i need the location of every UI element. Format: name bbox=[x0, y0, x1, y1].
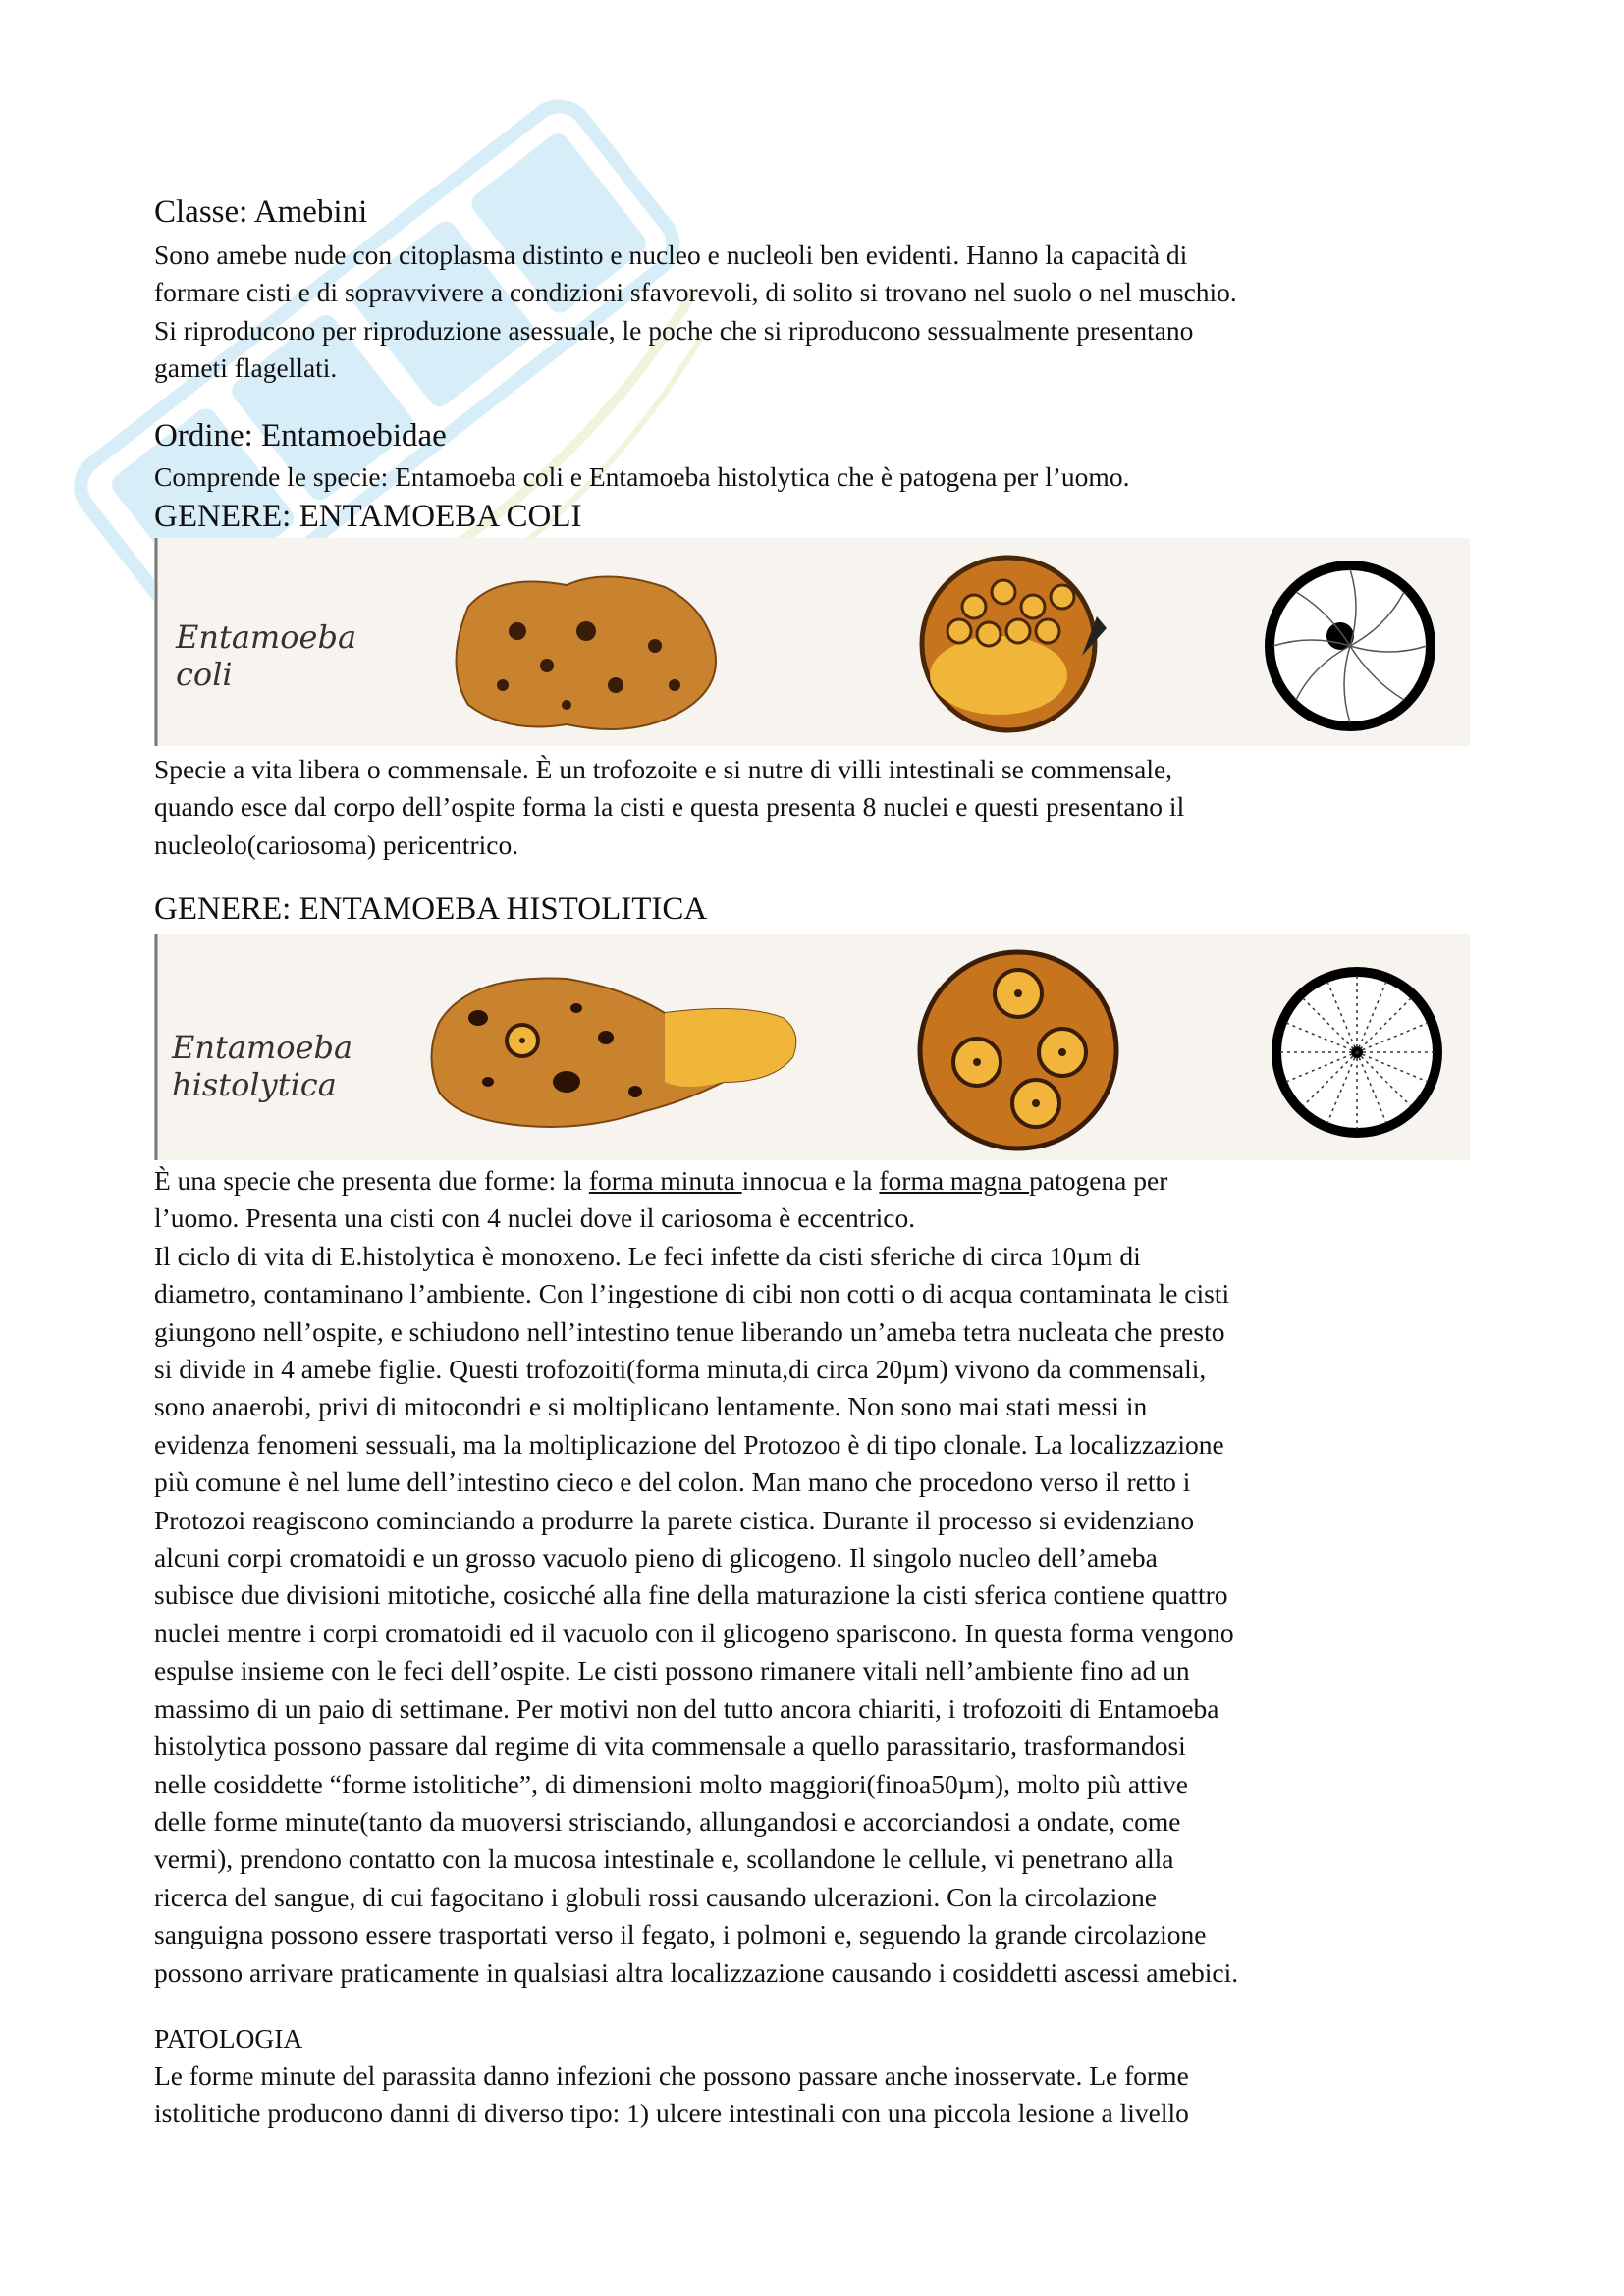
text-line: subisce due divisioni mitotiche, cosicché alla fine della maturazione la cisti sferica contiene quattro bbox=[154, 1579, 1228, 1611]
text-line: Si riproducono per riproduzione asessuale, le poche che si riproducono sessualmente presentano bbox=[154, 314, 1194, 346]
text-line: Il ciclo di vita di E.histolytica è monoxeno. Le feci infette da cisti sferiche di circa 10µm di bbox=[154, 1240, 1141, 1271]
text-line: Sono amebe nude con citoplasma distinto e nucleo e nucleoli ben evidenti. Hanno la capacità di bbox=[154, 240, 1188, 270]
ordine-heading: Ordine: Entamoebidae bbox=[154, 418, 447, 454]
patologia-paragraph bbox=[154, 2057, 1489, 2133]
forma-magna-link: forma magna bbox=[879, 1165, 1030, 1196]
text-line: diametro, contaminano l’ambiente. Con l’ingestione di cibi non cotti o di acqua contaminata le cisti bbox=[154, 1278, 1230, 1309]
text-line: l’uomo. Presenta una cisti con 4 nuclei dove il cariosoma è eccentrico. bbox=[154, 1202, 916, 1234]
text-line: nucleolo(cariosoma) pericentrico. bbox=[154, 828, 519, 860]
text-line: possono arrivare praticamente in qualsiasi altra localizzazione causando i cosiddetti ascessi amebici. bbox=[154, 1956, 1239, 1988]
ordine-paragraph bbox=[154, 458, 1489, 496]
text-line: alcuni corpi cromatoidi e un grosso vacuolo pieno di glicogeno. Il singolo nucleo dell’ameba bbox=[154, 1542, 1158, 1574]
coli-paragraph bbox=[154, 751, 1489, 864]
coli-caption-line1: Entamoeba bbox=[176, 618, 357, 656]
text-line: si divide in 4 amebe figlie. Questi trofozoiti(forma minuta,di circa 20µm) vivono da commensali, bbox=[154, 1354, 1207, 1385]
text-line: vermi), prendono contatto con la mucosa intestinale e, scollandone le cellule, vi penetrano alla bbox=[154, 1843, 1174, 1875]
text-line: più comune è nel lume dell’intestino cieco e del colon. Man mano che procedono verso il retto i bbox=[154, 1467, 1191, 1498]
histolytica-heading: GENERE: ENTAMOEBA HISTOLITICA bbox=[154, 891, 708, 927]
text-line: espulse insieme con le feci dell’ospite. Le cisti possono rimanere vitali nell’ambiente fino ad un bbox=[154, 1655, 1190, 1686]
text-line: quando esce dal corpo dell’ospite forma la cisti e questa presenta 8 nuclei e questi presentano il bbox=[154, 791, 1185, 823]
classe-heading: Classe: Amebini bbox=[154, 194, 368, 230]
entamoeba-coli-figure bbox=[154, 538, 1470, 746]
histolytica-caption-line2: histolytica bbox=[172, 1066, 337, 1103]
text-line: histolytica possono passare dal regime di vita commensale a quello parassitario, trasformandosi bbox=[154, 1731, 1186, 1762]
text-line: sanguigna possono essere trasportati verso il fegato, i polmoni e, seguendo la grande circolazione bbox=[154, 1919, 1207, 1950]
text-line bbox=[154, 1162, 1489, 1200]
coli-heading: GENERE: ENTAMOEBA COLI bbox=[154, 499, 582, 534]
text-line: istolitiche producono danni di diverso tipo: 1) ulcere intestinali con una piccola lesione a livello bbox=[154, 2098, 1189, 2129]
patologia-heading bbox=[154, 2020, 1489, 2057]
text-line: nuclei mentre i corpi cromatoidi ed il vacuolo con il glicogeno spariscono. In questa forma vengono bbox=[154, 1617, 1234, 1648]
coli-caption-line2: coli bbox=[176, 656, 233, 693]
forma-minuta-link: forma minuta bbox=[588, 1165, 742, 1196]
text-line: gameti flagellati. bbox=[154, 352, 338, 384]
text-line: sono anaerobi, privi di mitocondri e si moltiplicano lentamente. Non sono mai stati messi in bbox=[154, 1391, 1148, 1422]
text-line: massimo di un paio di settimane. Per motivi non del tutto ancora chiariti, i trofozoiti di Entamoeba bbox=[154, 1692, 1219, 1724]
text-span: È una specie che presenta due forme: la bbox=[154, 1165, 589, 1196]
text-span: patogena per bbox=[1029, 1165, 1168, 1196]
classe-paragraph bbox=[154, 237, 1489, 388]
text-line: Specie a vita libera o commensale. È un trofozoite e si nutre di villi intestinali se commensale, bbox=[154, 754, 1173, 784]
text-line: delle forme minute(tanto da muoversi strisciando, allungandosi e accorciandosi a ondate, come bbox=[154, 1805, 1181, 1837]
histolytica-paragraph bbox=[154, 1162, 1489, 1992]
text-line: giungono nell’ospite, e schiudono nell’intestino tenue liberando un’ameba tetra nucleata che presto bbox=[154, 1315, 1225, 1347]
entamoeba-histolytica-figure bbox=[154, 934, 1470, 1160]
text-line: Le forme minute del parassita danno infezioni che possono passare anche inosservate. Le forme bbox=[154, 2060, 1189, 2091]
text-span: innocua e la bbox=[741, 1165, 880, 1196]
text-line: formare cisti e di sopravvivere a condizioni sfavorevoli, di solito si trovano nel suolo o nel muschio. bbox=[154, 277, 1237, 308]
histolytica-caption-line1: Entamoeba bbox=[172, 1029, 353, 1066]
text-line: evidenza fenomeni sessuali, ma la moltiplicazione del Protozoo è di tipo clonale. La localizzazione bbox=[154, 1428, 1224, 1460]
text-line: nelle cosiddette “forme istolitiche”, di dimensioni molto maggiori(finoa50µm), molto più attive bbox=[154, 1768, 1188, 1799]
text-line: Comprende le specie: Entamoeba coli e Entamoeba histolytica che è patogena per l’uomo. bbox=[154, 461, 1130, 492]
text-line: Protozoi reagiscono cominciando a produrre la parete cistica. Durante il processo si evidenziano bbox=[154, 1504, 1195, 1535]
heading-text: PATOLOGIA bbox=[154, 2023, 303, 2054]
text-line: ricerca del sangue, di cui fagocitano i globuli rossi causando ulcerazioni. Con la circolazione bbox=[154, 1881, 1157, 1912]
